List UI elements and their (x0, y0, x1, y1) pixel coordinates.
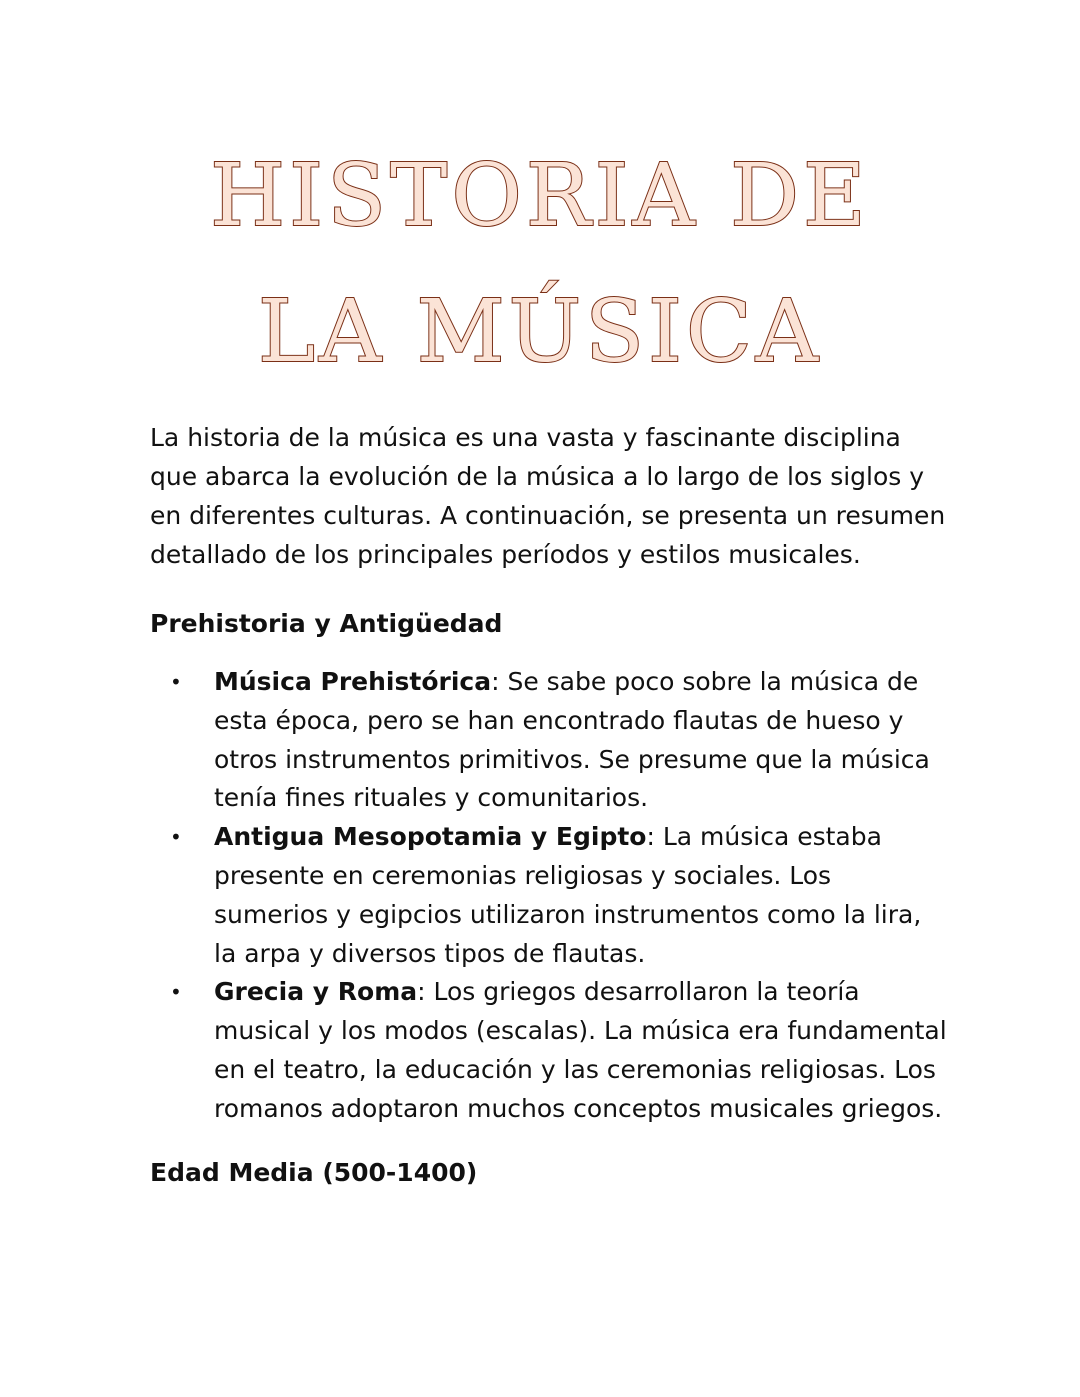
intro-paragraph: La historia de la música es una vasta y fascinante disciplina que abarca la evolución de la música a lo largo de los siglos y en diferentes culturas. A continuación, se presenta un resumen detallado de los principales períodos y estilos musicales. (150, 423, 946, 569)
document-body (150, 418, 950, 1192)
bullet-icon: • (170, 980, 182, 1005)
bullet-list-prehistoria (150, 663, 950, 1129)
document-title (0, 128, 1080, 400)
bullet-icon: • (170, 670, 182, 694)
list-item-term: Grecia y Roma (214, 977, 418, 1007)
list-item-term: Antigua Mesopotamia y Egipto (214, 822, 647, 852)
bullet-icon: • (170, 825, 182, 850)
section-heading-edad-media: Edad Media (500-1400) (150, 1157, 478, 1187)
list-item-text: : La música estaba presente en ceremonias religiosas y sociales. Los sumerios y egipcios utilizaron instrumentos como la lira, la arpa y diversos tipos de flautas. (214, 822, 922, 968)
title-line-1: HISTORIA DE (210, 146, 870, 246)
list-item (150, 663, 950, 818)
list-item-term: Música Prehistórica (214, 667, 492, 696)
list-item-text: : Los griegos desarrollaron la teoría musical y los modos (escalas). La música era fundamental en el teatro, la educación y las ceremonias religiosas. Los romanos adoptaron muchos conceptos musicales griegos. (214, 977, 947, 1123)
list-item-text: : Se sabe poco sobre la música de esta época, pero se han encontrado flautas de hueso y otros instrumentos primitivos. Se presume que la música tenía fines rituales y comunitarios. (214, 667, 930, 813)
list-item (150, 818, 950, 973)
section-heading-prehistoria: Prehistoria y Antigüedad (150, 609, 503, 638)
list-item (150, 973, 950, 1128)
title-line-2: LA MÚSICA (258, 282, 822, 382)
